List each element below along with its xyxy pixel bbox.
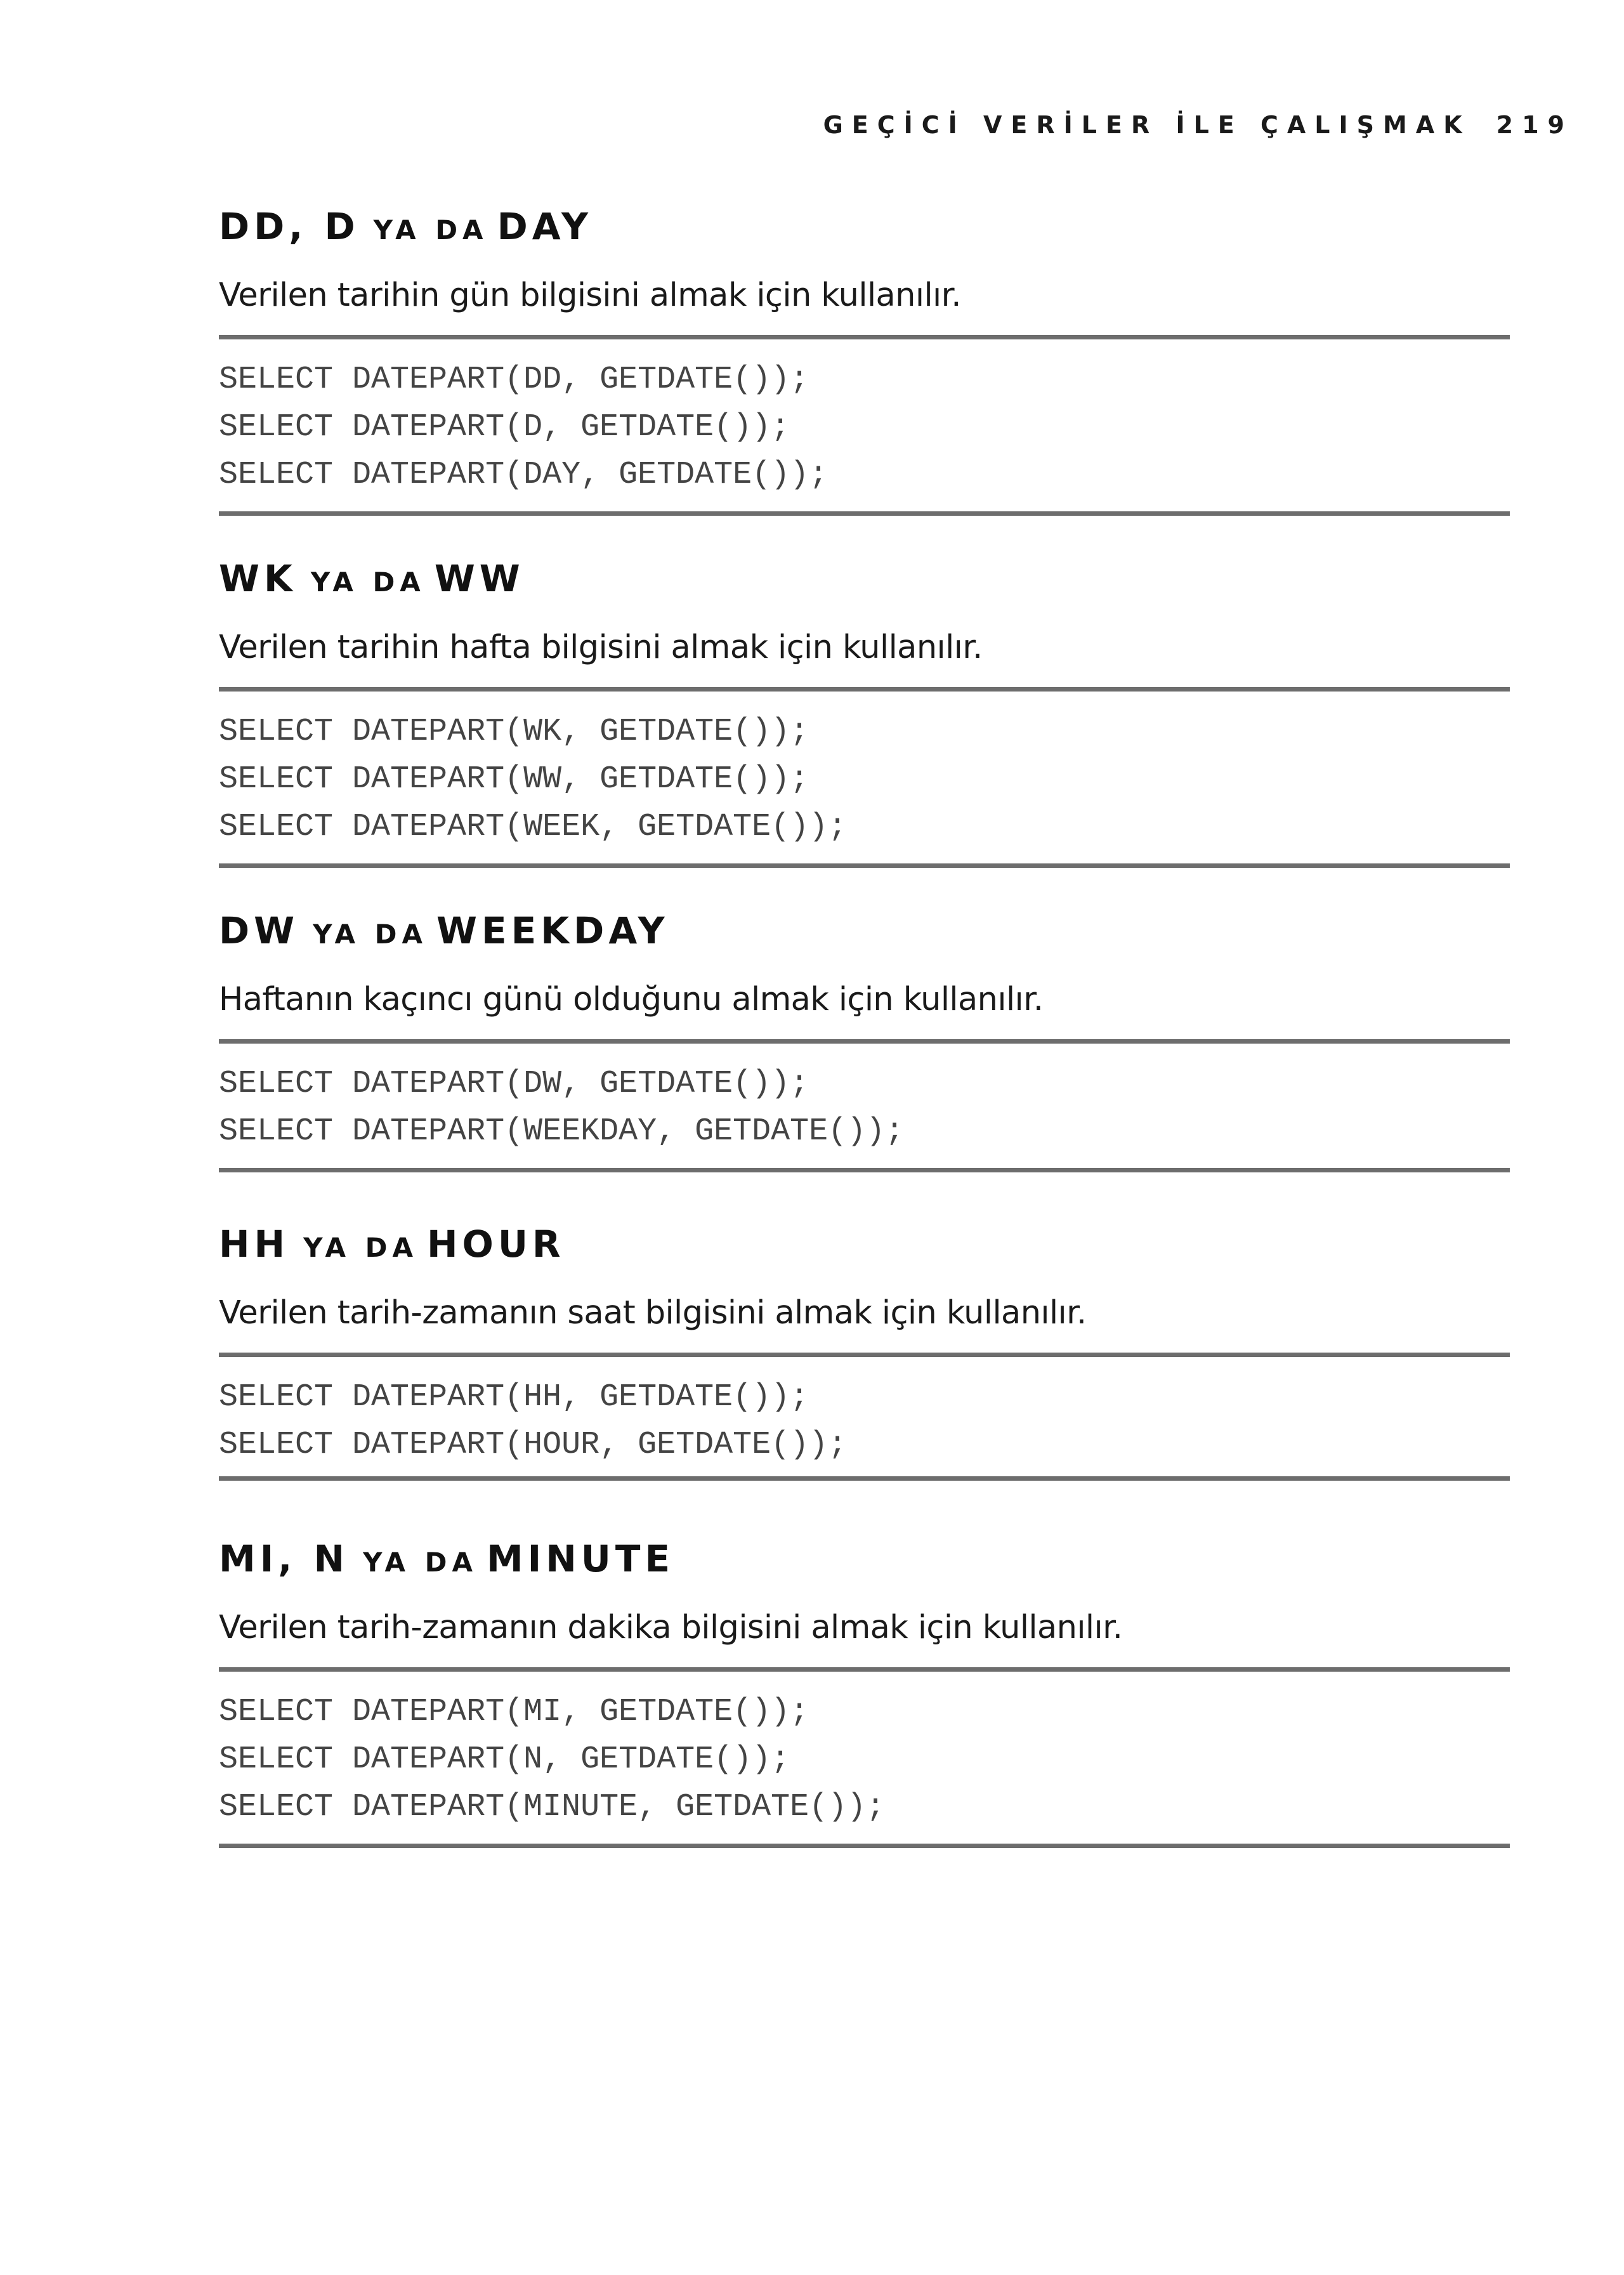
code-line: SELECT DATEPART(HH, GETDATE());: [219, 1379, 809, 1415]
code-line: SELECT DATEPART(MINUTE, GETDATE());: [219, 1789, 886, 1825]
code-line: SELECT DATEPART(DW, GETDATE());: [219, 1066, 809, 1102]
section-wk: [219, 557, 1510, 868]
code-line: SELECT DATEPART(HOUR, GETDATE());: [219, 1427, 848, 1463]
code-block: [219, 1667, 1510, 1848]
section-heading: DD, D YA DA DAY: [219, 205, 593, 248]
code-line: SELECT DATEPART(N, GETDATE());: [219, 1741, 790, 1778]
section-hh: [219, 1223, 1510, 1481]
section-description: Verilen tarihin gün bilgisini almak için kullanılır.: [219, 277, 961, 314]
code-line: SELECT DATEPART(WEEKDAY, GETDATE());: [219, 1113, 905, 1150]
code-block: [219, 687, 1510, 868]
section-description: Verilen tarih-zamanın saat bilgisini almak için kullanılır.: [219, 1294, 1087, 1332]
code-line: SELECT DATEPART(D, GETDATE());: [219, 409, 790, 445]
code-block: [219, 335, 1510, 516]
code-line: SELECT DATEPART(WEEK, GETDATE());: [219, 809, 848, 845]
running-header: [823, 111, 1573, 139]
section-heading: DW YA DA WEEKDAY: [219, 909, 669, 952]
code-block: [219, 1353, 1510, 1481]
section-mi: [219, 1537, 1510, 1848]
page-number: 219: [1496, 111, 1573, 139]
code-line: SELECT DATEPART(DD, GETDATE());: [219, 362, 809, 398]
code-line: SELECT DATEPART(DAY, GETDATE());: [219, 457, 828, 493]
section-heading: HH YA DA HOUR: [219, 1223, 565, 1266]
code-block: [219, 1039, 1510, 1172]
section-heading: MI, N YA DA MINUTE: [219, 1537, 675, 1580]
code-line: SELECT DATEPART(MI, GETDATE());: [219, 1694, 809, 1730]
section-dw: [219, 909, 1510, 1172]
section-description: Haftanın kaçıncı günü olduğunu almak için kullanılır.: [219, 981, 1044, 1018]
chapter-title: GEÇİCİ VERİLER İLE ÇALIŞMAK: [823, 111, 1471, 139]
code-line: SELECT DATEPART(WK, GETDATE());: [219, 714, 809, 750]
code-line: SELECT DATEPART(WW, GETDATE());: [219, 761, 809, 797]
section-description: Verilen tarih-zamanın dakika bilgisini almak için kullanılır.: [219, 1609, 1123, 1646]
section-description: Verilen tarihin hafta bilgisini almak için kullanılır.: [219, 629, 983, 666]
section-dd: [219, 205, 1510, 516]
section-heading: WK YA DA WW: [219, 557, 525, 600]
